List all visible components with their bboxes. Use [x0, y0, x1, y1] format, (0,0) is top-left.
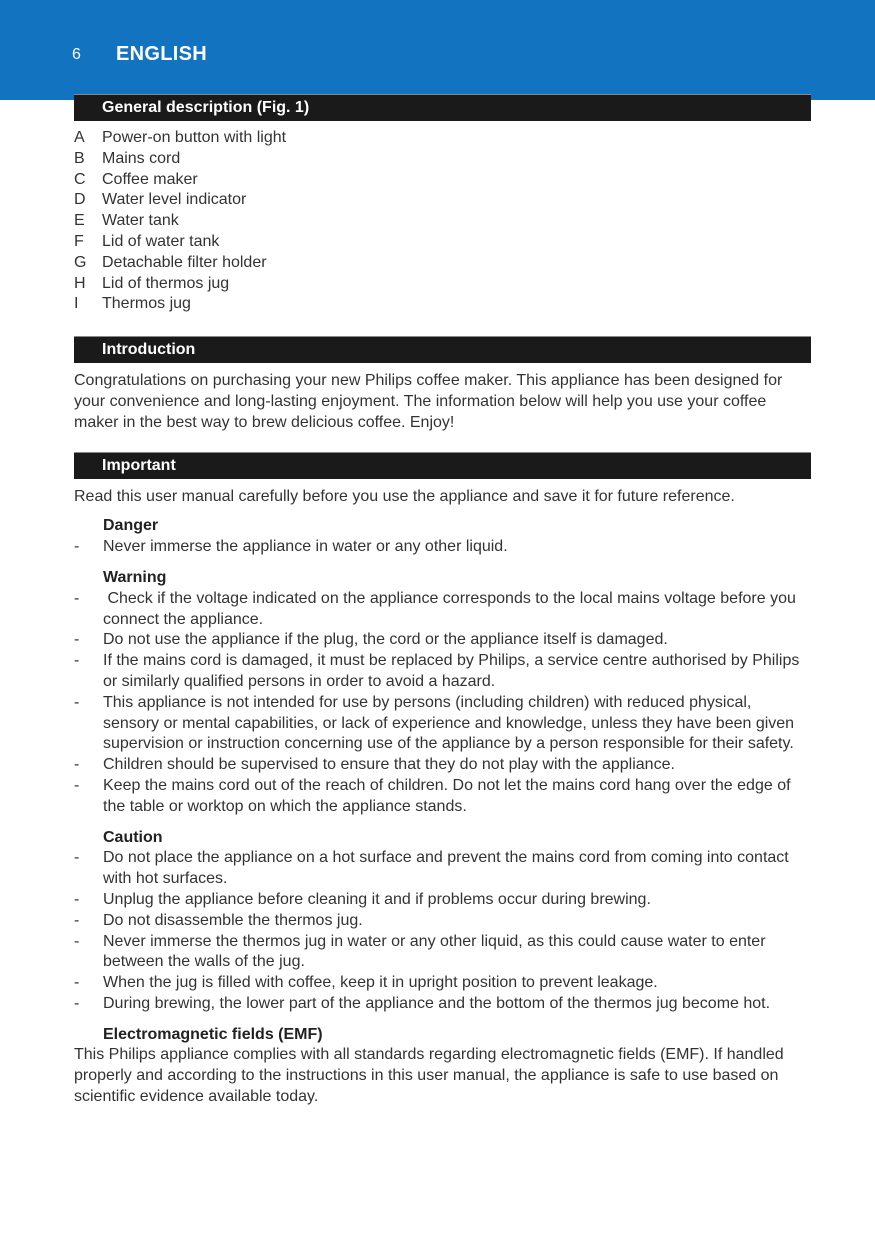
important-intro-text: Read this user manual carefully before you use the appliance and save it for future reference.	[74, 487, 735, 505]
caution-item: - During brewing, the lower part of the appliance and the bottom of the thermos jug become hot.	[74, 994, 811, 1015]
warning-item-text: Do not use the appliance if the plug, the cord or the appliance itself is damaged.	[103, 631, 668, 649]
caution-item-text: Unplug the appliance before cleaning it and if problems occur during brewing.	[103, 890, 651, 908]
warning-heading: Warning	[103, 568, 167, 586]
warning-item-text: Children should be supervised to ensure that they do not play with the appliance.	[103, 756, 675, 774]
part-label: Lid of water tank	[102, 232, 220, 250]
warning-item: - Do not use the appliance if the plug, the cord or the appliance itself is damaged.	[74, 630, 811, 651]
caution-item: - Do not place the appliance on a hot surface and prevent the mains cord from coming into contact with hot surfaces.	[74, 848, 811, 890]
part-item	[74, 232, 811, 253]
part-label: Lid of thermos jug	[102, 274, 230, 292]
section-heading-general-description: General description (Fig. 1)	[74, 94, 811, 121]
caution-item-text: During brewing, the lower part of the appliance and the bottom of the thermos jug become hot.	[103, 994, 771, 1012]
danger-item-text: Never immerse the appliance in water or any other liquid.	[103, 538, 508, 556]
part-label: Detachable filter holder	[102, 253, 267, 271]
warning-item: - Children should be supervised to ensure that they do not play with the appliance.	[74, 755, 811, 776]
page-content	[74, 94, 811, 1108]
part-letter: E	[74, 212, 85, 230]
part-item	[74, 170, 811, 191]
part-item	[74, 211, 811, 232]
caution-item: - Do not disassemble the thermos jug.	[74, 911, 811, 932]
part-item	[74, 149, 811, 170]
part-letter: G	[74, 253, 87, 271]
warning-item-text: Check if the voltage indicated on the appliance corresponds to the local mains voltage before you connect the appliance.	[103, 589, 801, 628]
part-letter: F	[74, 232, 84, 250]
part-letter: I	[74, 295, 79, 313]
part-label: Power-on button with light	[102, 129, 287, 146]
part-letter: H	[74, 274, 86, 292]
warning-item: - If the mains cord is damaged, it must be replaced by Philips, a service centre authorised by Philips or similarly qualified persons in order to avoid a hazard.	[74, 651, 811, 693]
danger-item: - Never immerse the appliance in water or any other liquid.	[74, 537, 811, 558]
section-heading-important: Important	[74, 452, 811, 479]
part-item	[74, 128, 811, 149]
caution-item-text: Do not disassemble the thermos jug.	[103, 911, 363, 929]
caution-heading: Caution	[103, 828, 163, 846]
header-bar	[0, 0, 875, 100]
emf-text: This Philips appliance complies with all standards regarding electromagnetic fields (EMF). If handled properly and according to the instructions in this user manual, the appliance is safe to use based on scientific evidence available today.	[74, 1046, 784, 1106]
part-label: Mains cord	[102, 149, 181, 167]
warning-item: - Check if the voltage indicated on the appliance corresponds to the local mains voltage before you connect the appliance.	[74, 589, 811, 631]
language-title: ENGLISH	[116, 43, 207, 65]
warning-item-text: Keep the mains cord out of the reach of children. Do not let the mains cord hang over the edge of the table or worktop on which the appliance stands.	[103, 776, 791, 815]
part-label: Coffee maker	[102, 170, 198, 188]
part-item	[74, 190, 811, 211]
warning-item-text: This appliance is not intended for use by persons (including children) with reduced physical, sensory or mental capabilities, or lack of experience and knowledge, unless they have been given supervision or instruction concerning use of the appliance by a person responsible for their safety.	[103, 693, 795, 753]
caution-item-text: When the jug is filled with coffee, keep it in upright position to prevent leakage.	[103, 974, 658, 992]
caution-item: - Unplug the appliance before cleaning it and if problems occur during brewing.	[74, 890, 811, 911]
caution-item: - Never immerse the thermos jug in water or any other liquid, as this could cause water to enter between the walls of the jug.	[74, 932, 811, 974]
part-label: Water level indicator	[102, 191, 247, 209]
warning-item: - Keep the mains cord out of the reach of children. Do not let the mains cord hang over the edge of the table or worktop on which the appliance stands.	[74, 776, 811, 818]
caution-item: - When the jug is filled with coffee, keep it in upright position to prevent leakage.	[74, 973, 811, 994]
part-item	[74, 294, 811, 315]
part-item	[74, 274, 811, 295]
part-letter: C	[74, 170, 86, 188]
part-letter: D	[74, 191, 86, 209]
caution-item-text: Do not place the appliance on a hot surface and prevent the mains cord from coming into contact with hot surfaces.	[103, 849, 789, 888]
caution-item-text: Never immerse the thermos jug in water or any other liquid, as this could cause water to enter between the walls of the jug.	[103, 932, 766, 971]
part-letter: A	[74, 129, 85, 146]
warning-item-text: If the mains cord is damaged, it must be replaced by Philips, a service centre authorised by Philips or similarly qualified persons in order to avoid a hazard.	[103, 652, 800, 690]
introduction-text: Congratulations on purchasing your new Philips coffee maker. This appliance has been designed for your convenience and long-lasting enjoyment. The information below will help you use your coffee maker in the best way to brew delicious coffee. Enjoy!	[74, 372, 783, 431]
warning-item: - This appliance is not intended for use by persons (including children) with reduced physical, sensory or mental capabilities, or lack of experience and knowledge, unless they have been given supervision or instruction concerning use of the appliance by a person responsible for their safety.	[74, 693, 811, 755]
danger-heading: Danger	[103, 517, 159, 535]
part-letter: B	[74, 149, 85, 167]
emf-heading: Electromagnetic fields (EMF)	[103, 1025, 323, 1043]
parts-list	[74, 128, 811, 315]
page-number: 6	[72, 46, 81, 63]
section-heading-introduction: Introduction	[74, 336, 811, 363]
part-item	[74, 253, 811, 274]
part-label: Water tank	[102, 212, 179, 230]
part-label: Thermos jug	[102, 295, 191, 313]
